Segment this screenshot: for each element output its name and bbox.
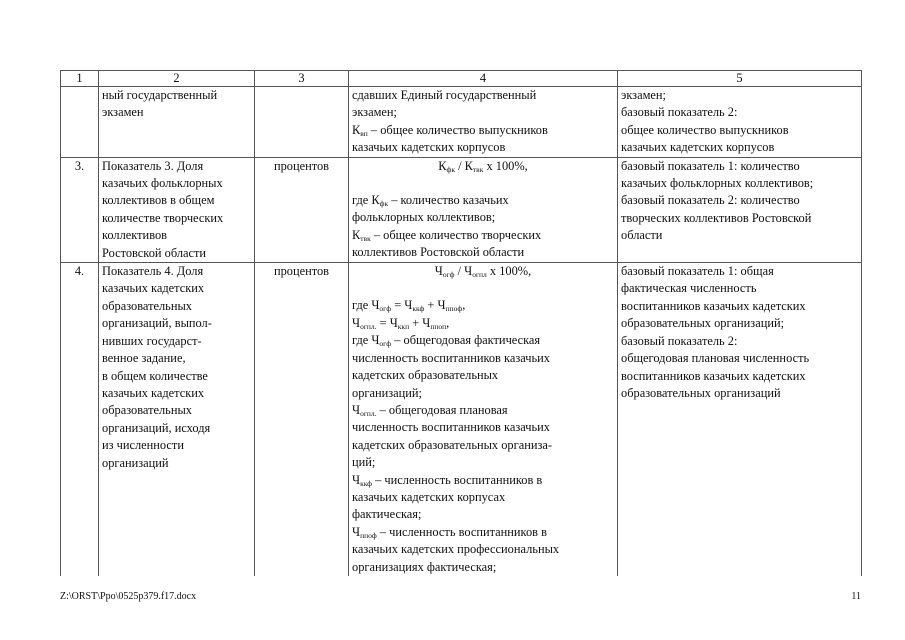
formula-line: $Ч_{огпл.}$ – общегодовая плановая	[352, 402, 508, 418]
column-number-3: 3	[255, 71, 349, 87]
formula-line: ций;	[352, 455, 376, 470]
column-number-5: 5	[618, 71, 862, 87]
row-number: 3.	[61, 157, 99, 262]
text-line: коллективов в общем	[102, 193, 215, 208]
formula-line: фольклорных коллективов;	[352, 210, 496, 225]
text-line: венное задание,	[102, 351, 186, 366]
text-line: организаций, выпол-	[102, 316, 212, 331]
formula-main: $К_{фк} / К_{твк}$ х 100%,	[438, 158, 528, 174]
formula-cell	[349, 87, 618, 158]
base-indicator-cell	[618, 157, 862, 262]
text-line: коллективов	[102, 228, 168, 243]
unit-cell: процентов	[255, 157, 349, 262]
text-line: казачьих кадетских	[102, 281, 205, 296]
formula-cell	[349, 263, 618, 576]
text-line: общегодовая плановая численность	[621, 351, 810, 366]
formula-line: численность воспитанников казачьих	[352, 420, 550, 435]
text-line: образовательных	[102, 403, 192, 418]
formula-line: $К_{вп}$ – общее количество выпускников	[352, 122, 548, 138]
indicators-table	[60, 70, 862, 576]
text-line: казачьих кадетских	[102, 385, 205, 400]
text-line: воспитанников казачьих кадетских	[621, 298, 806, 313]
text-line: организаций	[102, 455, 169, 470]
formula-line: $Ч_{ккф}$ – численность воспитанников в	[352, 472, 543, 488]
formula-line: где $Ч_{огф}$ – общегодовая фактическая	[352, 333, 541, 349]
text-line: фактическая численность	[621, 281, 757, 296]
text-line: воспитанников казачьих кадетских	[621, 368, 806, 383]
base-indicator-cell	[618, 263, 862, 576]
text-line: образовательных	[102, 298, 192, 313]
text-line: Ростовской области	[102, 245, 207, 260]
formula-line: где $Ч_{огф} = Ч_{ккф} + Ч_{ппоф}$,	[352, 298, 466, 314]
base-indicator-cell	[618, 87, 862, 158]
formula-line: кадетских образовательных	[352, 368, 499, 383]
formula-line: казачьих кадетских корпусах	[352, 489, 506, 504]
formula-cell	[349, 157, 618, 262]
text-line: казачьих кадетских корпусов	[621, 140, 775, 155]
formula-line: $К_{твк}$ – общее количество творческих	[352, 227, 542, 243]
unit-cell: процентов	[255, 263, 349, 576]
row-number: 4.	[61, 263, 99, 576]
table-row-continuation	[61, 87, 862, 158]
text-line: в общем количестве	[102, 368, 208, 383]
text-line: базовый показатель 2:	[621, 333, 738, 348]
text-line: образовательных организаций;	[621, 316, 785, 331]
formula-line: кадетских образовательных организа-	[352, 437, 552, 452]
text-line: области	[621, 228, 663, 243]
column-number-2: 2	[99, 71, 255, 87]
unit-cell	[255, 87, 349, 158]
text-line: экзамен;	[621, 88, 666, 102]
text-line: базовый показатель 2:	[621, 105, 738, 120]
formula-line: казачьих кадетских профессиональных	[352, 542, 560, 557]
table-row-4	[61, 263, 862, 576]
formula-line: коллективов Ростовской области	[352, 245, 525, 260]
file-path: Z:\ORST\Ppo\0525p379.f17.docx	[60, 591, 197, 602]
text-line: казачьих фольклорных коллективов;	[621, 176, 814, 191]
text-line: базовый показатель 2: количество	[621, 193, 800, 208]
formula-line: $Ч_{ппоф}$ – численность воспитанников в	[352, 524, 547, 540]
formula-line: где $К_{фк}$ – количество казачьих	[352, 193, 509, 209]
text-line: базовый показатель 1: количество	[621, 158, 800, 173]
formula-line: казачьих кадетских корпусов	[352, 140, 506, 155]
formula-line: экзамен;	[352, 105, 397, 120]
text-line: базовый показатель 1: общая	[621, 264, 774, 279]
text-line: из численности	[102, 438, 184, 453]
formula-line: организациях фактическая;	[352, 559, 497, 574]
text-line: казачьих фольклорных	[102, 176, 223, 191]
column-number-4: 4	[349, 71, 618, 87]
formula-line: организаций;	[352, 385, 422, 400]
text-line: общее количество выпускников	[621, 122, 789, 137]
formula-main: $Ч_{огф} / Ч_{огпл}$ х 100%,	[434, 264, 532, 280]
indicator-cell	[99, 157, 255, 262]
text-line: организаций, исходя	[102, 420, 211, 435]
text-line: ный государственный	[102, 88, 218, 102]
text-line: экзамен	[102, 105, 144, 120]
formula-line: фактическая;	[352, 507, 422, 522]
page-number: 11	[851, 591, 861, 602]
text-line: творческих коллективов Ростовской	[621, 210, 812, 225]
column-number-1: 1	[61, 71, 99, 87]
indicator-cell	[99, 263, 255, 576]
text-line: нивших государст-	[102, 333, 202, 348]
text-line: количестве творческих	[102, 210, 224, 225]
row-number	[61, 87, 99, 158]
indicator-cell	[99, 87, 255, 158]
formula-line: $Ч_{огпл.} = Ч_{ккп} + Ч_{ппоп}$,	[352, 315, 450, 331]
text-line: Показатель 4. Доля	[102, 264, 204, 279]
column-number-row	[61, 71, 862, 87]
formula-line: сдавших Единый государственный	[352, 88, 537, 102]
text-line: Показатель 3. Доля	[102, 158, 204, 173]
formula-line: численность воспитанников казачьих	[352, 350, 550, 365]
text-line: образовательных организаций	[621, 385, 781, 400]
table-row-3	[61, 157, 862, 262]
